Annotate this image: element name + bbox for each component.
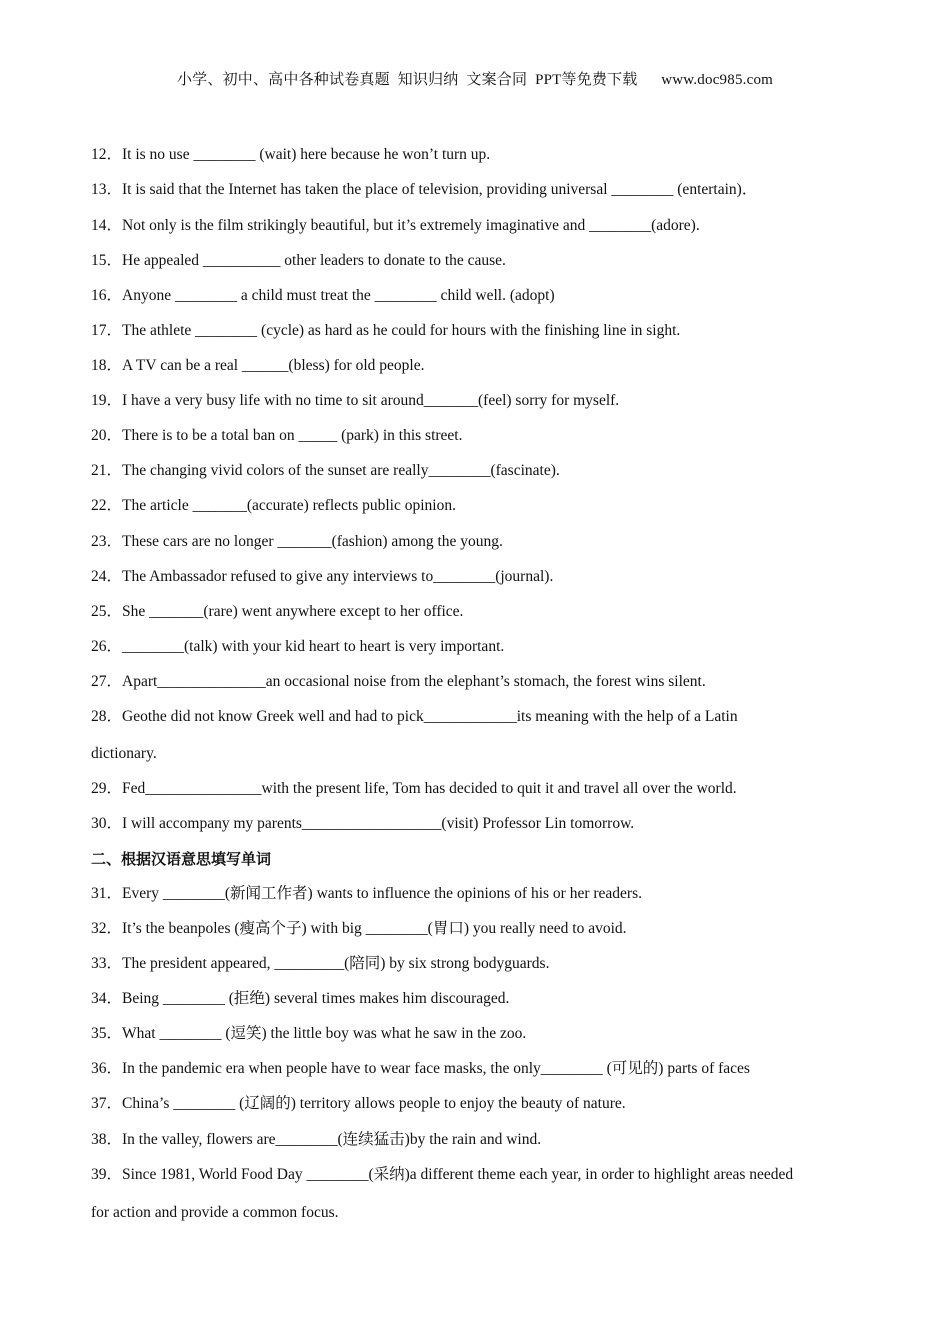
question-31: 31．Every ________(新闻工作者) wants to influence the opinions of his or her readers.	[91, 885, 642, 902]
question-38: 38．In the valley, flowers are________(连续猛击)by the rain and wind.	[91, 1131, 542, 1148]
question-21: 21．The changing vivid colors of the sunset are really________(fascinate).	[91, 462, 560, 479]
question-35: 35．What ________ (逗笑) the little boy was what he saw in the zoo.	[91, 1025, 527, 1042]
question-24: 24．The Ambassador refused to give any interviews to________(journal).	[91, 568, 554, 585]
question-16: 16．Anyone ________ a child must treat the ________ child well. (adopt)	[91, 287, 555, 304]
question-20: 20．There is to be a total ban on _____ (park) in this street.	[91, 427, 463, 444]
question-12: 12．It is no use ________ (wait) here because he won’t turn up.	[91, 146, 491, 163]
question-36: 36．In the pandemic era when people have to wear face masks, the only________ (可见的) parts of faces	[91, 1060, 750, 1077]
question-28: 28．Geothe did not know Greek well and had to pick____________its meaning with the help of a Latin	[91, 708, 738, 725]
question-13: 13．It is said that the Internet has taken the place of television, providing universal ________ (entertain)．	[91, 181, 758, 198]
question-26: 26．________(talk) with your kid heart to heart is very important.	[91, 638, 505, 655]
question-29: 29．Fed_______________with the present life, Tom has decided to quit it and travel all over the world.	[91, 780, 737, 797]
question-30: 30．I will accompany my parents__________________(visit) Professor Lin tomorrow.	[91, 815, 635, 832]
question-17: 17．The athlete ________ (cycle) as hard as he could for hours with the finishing line in sight.	[91, 322, 681, 339]
question-22: 22．The article _______(accurate) reflects public opinion.	[91, 497, 456, 514]
question-33: 33．The president appeared, _________(陪同) by six strong bodyguards.	[91, 955, 550, 972]
section-heading: 二、根据汉语意思填写单词	[91, 850, 272, 868]
question-39: 39．Since 1981, World Food Day ________(采纳)a different theme each year, in order to highlight areas needed	[91, 1166, 794, 1183]
question-28-continued: dictionary.	[91, 745, 157, 762]
question-27: 27．Apart______________an occasional noise from the elephant’s stomach, the forest wins silent.	[91, 673, 706, 690]
question-18: 18．A TV can be a real ______(bless) for old people.	[91, 357, 425, 374]
question-32: 32．It’s the beanpoles (瘦高个子) with big ________(胃口) you really need to avoid.	[91, 920, 627, 937]
question-25: 25．She _______(rare) went anywhere except to her office.	[91, 603, 464, 620]
question-37: 37．China’s ________ (辽阔的) territory allows people to enjoy the beauty of nature.	[91, 1095, 626, 1112]
question-14: 14．Not only is the film strikingly beautiful, but it’s extremely imaginative and ________(adore).	[91, 217, 700, 234]
question-15: 15．He appealed __________ other leaders to donate to the cause.	[91, 252, 506, 269]
question-34: 34．Being ________ (拒绝) several times makes him discouraged.	[91, 990, 510, 1007]
question-39-continued: for action and provide a common focus.	[91, 1204, 339, 1221]
question-19: 19．I have a very busy life with no time to sit around_______(feel) sorry for myself.	[91, 392, 620, 409]
question-23: 23．These cars are no longer _______(fashion) among the young.	[91, 533, 503, 550]
page-header: 小学、初中、高中各种试卷真题 知识归纳 文案合同 PPT等免费下载 www.doc985.com	[176, 72, 774, 88]
